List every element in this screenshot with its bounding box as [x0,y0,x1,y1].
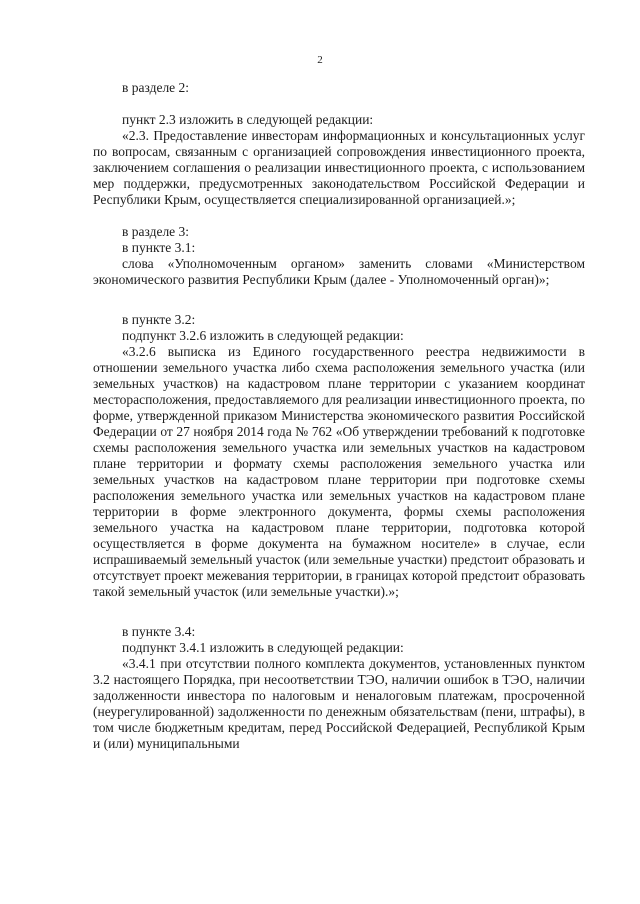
clause-3-4-heading: в пункте 3.4: [122,624,196,639]
clause-2-3-text: «2.3. Предоставление инвесторам информационных и консультационных услуг по вопросам, связанным с организацией сопровождения инвестиционного проекта, заключением соглашения о реализации инвестиционного проекта, с использованием мер поддержки, предусмотренных законодательством Российской Федерации и Республики Крым, осуществляется специализированной организацией.»; [93,128,585,207]
spacer [93,96,585,112]
clause-3-1-text: слова «Уполномоченным органом» заменить словами «Министерством экономического развития Республики Крым (далее - Уполномоченный орган)»; [93,256,585,287]
clause-3-2-heading: в пункте 3.2: [122,312,196,327]
subclause-3-4-1-instruction: подпункт 3.4.1 изложить в следующей редакции: [122,640,404,655]
spacer [93,288,585,312]
section-3-heading: в разделе 3: [122,224,190,239]
section-2-heading: в разделе 2: [122,80,190,95]
document-body [93,80,585,752]
spacer [93,208,585,224]
subclause-3-2-6-instruction: подпункт 3.2.6 изложить в следующей редакции: [122,328,404,343]
page-number: 2 [317,54,323,66]
spacer [93,600,585,624]
subclause-3-2-6-text: «3.2.6 выписка из Единого государственного реестра недвижимости в отношении земельного участка либо схема расположения земельного участка (или земельных участков) на кадастровом плане территории с указанием координат месторасположения, предоставляемого для реализации инвестиционного проекта, по форме, утвержденной приказом Министерства экономического развития Российской Федерации от 27 ноября 2014 года № 762 «Об утверждении требований к подготовке схемы расположения земельного участка или земельных участков на кадастровом плане территории и формату схемы расположения земельного участка или земельных участков на кадастровом плане территории при подготовке схемы расположения земельного участка или земельных участков на кадастровом плане территории в форме электронного документа, формы схемы расположения земельного участка на кадастровом плане территории, подготовка которой осуществляется в форме документа на бумажном носителе» в случае, если испрашиваемый земельный участок (или земельные участки) предстоит образовать и отсутствует проект межевания территории, в границах которой предстоит образовать такой земельный участок (или земельные участки).»; [93,344,585,599]
clause-2-3-instruction: пункт 2.3 изложить в следующей редакции: [122,112,374,127]
subclause-3-4-1-text: «3.4.1 при отсутствии полного комплекта документов, установленных пунктом 3.2 настоящего Порядка, при несоответствии ТЭО, наличии ошибок в ТЭО, наличии задолженности инвестора по налоговым и неналоговым платежам, просроченной (неурегулированной) задолженности по денежным обязательствам (пени, штрафы), в том числе бюджетным кредитам, перед Российской Федерацией, Республикой Крым и (или) муниципальными [93,656,585,751]
clause-3-1-heading: в пункте 3.1: [122,240,196,255]
